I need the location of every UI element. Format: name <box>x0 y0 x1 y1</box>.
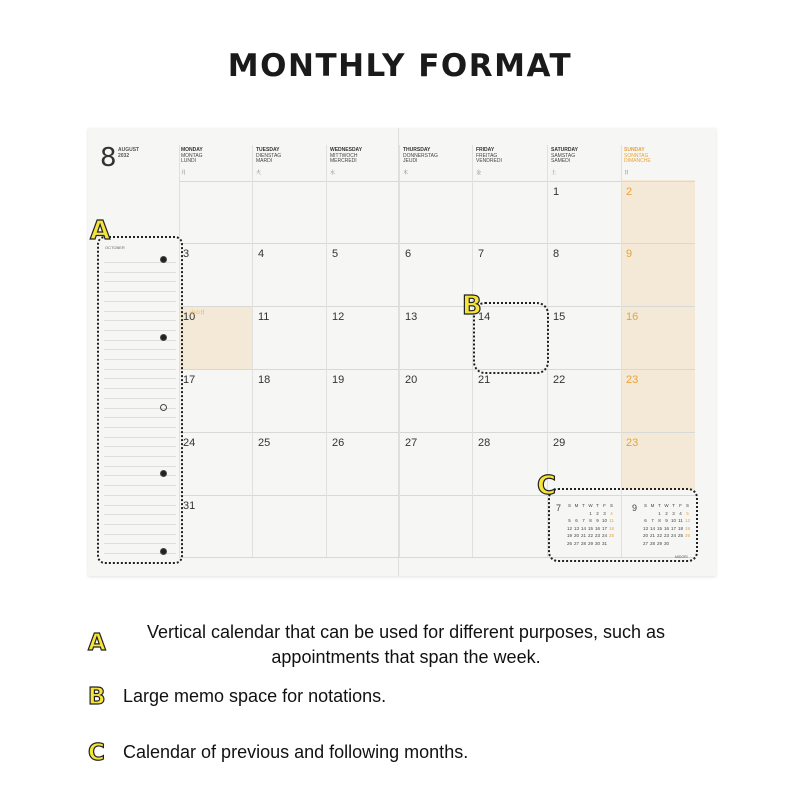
mini-calendar-weekday: M <box>650 503 655 508</box>
date-cell: 10 <box>183 311 196 323</box>
date-cell: 27 <box>405 437 418 449</box>
mini-calendar-day: 19 <box>566 533 572 538</box>
mini-calendar-day: 14 <box>649 525 655 531</box>
date-cell: 29 <box>553 437 566 449</box>
mini-calendar-day: 18 <box>677 525 683 531</box>
date-cell: 2 <box>626 186 633 198</box>
day-header-0 <box>181 148 251 176</box>
mini-calendar-day: 16 <box>663 525 669 531</box>
page-title: MONTHLY FORMAT <box>227 48 573 84</box>
mini-calendar-month: 9 <box>632 503 638 513</box>
mini-calendar-day: 3 <box>603 510 606 516</box>
legend-letter-c: C <box>88 740 105 766</box>
day-header-kanji: 月 <box>181 169 187 176</box>
month-year: 2032 <box>118 153 130 159</box>
date-cell: 28 <box>478 437 491 449</box>
mini-calendar-day: 1 <box>589 510 592 516</box>
mini-calendar-day: 2 <box>596 510 599 516</box>
day-header-en: SUNDAY <box>624 147 645 153</box>
mini-calendar-day: 27 <box>642 540 648 546</box>
date-cell: 18 <box>258 374 271 386</box>
day-header-kanji: 水 <box>330 169 336 176</box>
grid-hline <box>179 369 695 370</box>
grid-vline <box>326 145 327 557</box>
mini-calendar-day: 29 <box>656 540 662 546</box>
mini-calendar-day: 20 <box>642 533 648 538</box>
mini-calendar-weekday: F <box>679 503 682 508</box>
mini-calendar-weekday: S <box>567 503 571 508</box>
date-cell: 8 <box>553 248 560 260</box>
mini-calendar-day: 26 <box>684 533 690 538</box>
callout-b-outline <box>473 302 549 374</box>
day-header-1 <box>256 148 326 176</box>
day-header-5 <box>551 148 621 176</box>
date-cell: 23 <box>626 374 639 386</box>
date-cell: 5 <box>332 248 339 260</box>
mini-calendar-day: 17 <box>601 525 607 531</box>
day-header-fr: DIMANCHE <box>624 158 651 164</box>
mini-calendar-weekday: T <box>596 503 599 508</box>
day-header-6 <box>624 148 694 176</box>
day-header-en: SATURDAY <box>551 147 578 153</box>
day-header-4 <box>476 148 546 176</box>
day-header-fr: SAMEDI <box>551 158 571 164</box>
day-header-de: DIENSTAG <box>256 152 282 159</box>
mini-calendar-day: 24 <box>601 533 607 538</box>
day-header-en: FRIDAY <box>476 147 495 153</box>
mini-calendar-day: 8 <box>589 518 592 523</box>
mini-calendar-day: 19 <box>684 525 690 531</box>
mini-calendar-day: 7 <box>651 518 654 523</box>
mini-calendar-day: 25 <box>677 533 683 538</box>
holiday-label: 山の日 <box>190 310 206 316</box>
mini-calendar-weekday: F <box>603 503 606 508</box>
day-header-fr: VENDREDI <box>476 158 502 164</box>
mini-calendar-day: 20 <box>573 533 579 538</box>
date-cell: 16 <box>626 311 639 323</box>
mini-calendar-day: 28 <box>649 540 655 546</box>
mini-calendar-day: 13 <box>642 525 648 531</box>
month-label <box>118 147 139 159</box>
mini-calendar-day: 23 <box>594 533 600 538</box>
vertical-calendar-header: OCTOBER <box>105 245 125 250</box>
legend-text-c: Calendar of previous and following months. <box>123 742 469 762</box>
mini-calendar-weekday: W <box>588 503 593 508</box>
mini-calendar-day: 11 <box>609 518 614 523</box>
mini-calendar-day: 14 <box>580 525 586 531</box>
date-cell: 1 <box>553 186 560 198</box>
callout-a-letter: A <box>90 216 111 246</box>
day-header-fr: JEUDI <box>403 158 418 164</box>
mini-calendar-day: 6 <box>644 518 647 523</box>
day-header-en: WEDNESDAY <box>330 147 363 153</box>
mini-calendar-day: 22 <box>587 533 593 538</box>
mini-calendar-day: 25 <box>608 533 614 538</box>
day-header-de: FREITAG <box>476 152 498 159</box>
date-cell: 19 <box>332 374 345 386</box>
mini-calendar-day: 5 <box>568 518 571 523</box>
legend-item-a <box>88 620 728 680</box>
day-header-de: MITTWOCH <box>330 152 358 159</box>
mini-calendar-day: 23 <box>663 533 669 538</box>
mini-calendar-weekday: S <box>643 503 647 508</box>
day-header-en: THURSDAY <box>403 147 431 153</box>
legend-item-c <box>88 740 728 770</box>
callout-a-outline <box>97 236 183 564</box>
day-header-fr: MERCREDI <box>330 158 357 164</box>
brand-mark: MIDORI <box>675 555 688 559</box>
mini-calendar-day: 29 <box>587 540 593 546</box>
mini-calendar-day: 21 <box>580 533 586 538</box>
mini-calendar-day: 21 <box>649 533 655 538</box>
mini-calendar-day: 7 <box>582 518 585 523</box>
date-cell: 7 <box>478 248 485 260</box>
callout-b-letter: B <box>462 291 482 321</box>
mini-calendar-day: 9 <box>596 518 599 523</box>
date-cell: 25 <box>258 437 271 449</box>
callout-c-outline <box>548 488 698 562</box>
day-header-2 <box>330 148 400 176</box>
legend-letter-b: B <box>88 684 106 710</box>
mini-calendar-day: 18 <box>608 525 614 531</box>
date-cell: 26 <box>332 437 345 449</box>
day-header-kanji: 金 <box>476 169 482 176</box>
mini-calendar-day: 1 <box>658 510 661 516</box>
mini-calendar-weekday: S <box>609 503 613 508</box>
date-cell: 3 <box>183 248 190 260</box>
date-cell: 14 <box>478 311 491 323</box>
day-header-kanji: 日 <box>624 169 630 176</box>
mini-calendar-day: 4 <box>610 510 613 516</box>
mini-calendar-day: 10 <box>601 518 607 523</box>
mini-calendar-day: 12 <box>566 525 572 531</box>
grid-hline <box>179 306 695 307</box>
grid-hline <box>179 432 695 433</box>
date-cell: 24 <box>183 437 196 449</box>
mini-calendar-day: 12 <box>684 518 690 523</box>
mini-calendar-day: 2 <box>665 510 668 516</box>
date-cell: 12 <box>332 311 345 323</box>
day-header-kanji: 火 <box>256 169 262 176</box>
mini-calendar-day: 11 <box>678 518 683 523</box>
mini-calendar-day: 9 <box>665 518 668 523</box>
day-header-fr: MARDI <box>256 158 273 164</box>
grid-vline <box>252 145 253 557</box>
mini-calendar-day: 26 <box>566 540 572 546</box>
date-cell: 9 <box>626 248 633 260</box>
day-header-3 <box>403 148 473 176</box>
mini-calendar-weekday: M <box>574 503 579 508</box>
legend-text-a: Vertical calendar that can be used for different purposes, such as appointments that span the week. <box>147 622 665 667</box>
date-cell: 13 <box>405 311 418 323</box>
mini-calendar-day: 13 <box>573 525 579 531</box>
day-header-de: SAMSTAG <box>551 152 576 159</box>
date-cell: 11 <box>258 311 270 323</box>
mini-calendar-weekday: T <box>672 503 675 508</box>
mini-calendar-month: 7 <box>556 503 562 513</box>
date-cell: 21 <box>478 374 491 386</box>
mini-calendar-day: 4 <box>679 510 682 516</box>
mini-calendar-weekday: S <box>685 503 689 508</box>
day-header-en: TUESDAY <box>256 147 280 153</box>
mini-calendar-day: 31 <box>601 540 607 546</box>
month-number: 8 <box>100 143 117 173</box>
date-cell: 22 <box>553 374 566 386</box>
mini-calendar-day: 24 <box>670 533 676 538</box>
callout-c-letter: C <box>537 471 557 501</box>
mini-calendar-day: 30 <box>663 540 669 546</box>
grid-hline <box>179 243 695 244</box>
mini-calendar-day: 30 <box>594 540 600 546</box>
mini-calendar-day: 27 <box>573 540 579 546</box>
date-cell: 6 <box>405 248 412 260</box>
mini-calendar-weekday: W <box>664 503 669 508</box>
day-header-de: SONNTAG <box>624 152 649 159</box>
mini-calendar-day: 8 <box>658 518 661 523</box>
day-header-de: MONTAG <box>181 152 203 159</box>
mini-calendar-day: 10 <box>670 518 676 523</box>
day-header-kanji: 木 <box>403 169 409 176</box>
mini-calendar-day: 6 <box>575 518 578 523</box>
day-header-kanji: 土 <box>551 169 557 176</box>
date-cell: 23 <box>626 437 639 449</box>
legend-letter-a: A <box>88 630 106 656</box>
date-cell: 20 <box>405 374 418 386</box>
mini-calendar-day: 15 <box>656 525 662 531</box>
mini-calendar-day: 3 <box>672 510 675 516</box>
mini-calendar-day: 22 <box>656 533 662 538</box>
mini-calendar-day: 28 <box>580 540 586 546</box>
date-cell: 31 <box>183 500 196 512</box>
date-cell: 17 <box>183 374 196 386</box>
day-header-fr: LUNDI <box>181 158 197 164</box>
day-header-de: DONNERSTAG <box>403 152 438 159</box>
mini-calendar-day: 17 <box>670 525 676 531</box>
month-name: AUGUST <box>118 147 140 153</box>
grid-hline <box>179 181 695 182</box>
legend-text-b: Large memo space for notations. <box>123 686 387 706</box>
mini-calendar-day: 16 <box>594 525 600 531</box>
day-header-en: MONDAY <box>181 147 203 153</box>
mini-calendar-day: 15 <box>587 525 593 531</box>
mini-calendar-weekday: T <box>582 503 585 508</box>
grid-vline <box>399 145 400 557</box>
legend-item-b <box>88 684 728 714</box>
mini-calendar-weekday: T <box>658 503 661 508</box>
mini-calendar-day: 5 <box>686 510 689 516</box>
date-cell: 15 <box>553 311 566 323</box>
date-cell: 4 <box>258 248 265 260</box>
